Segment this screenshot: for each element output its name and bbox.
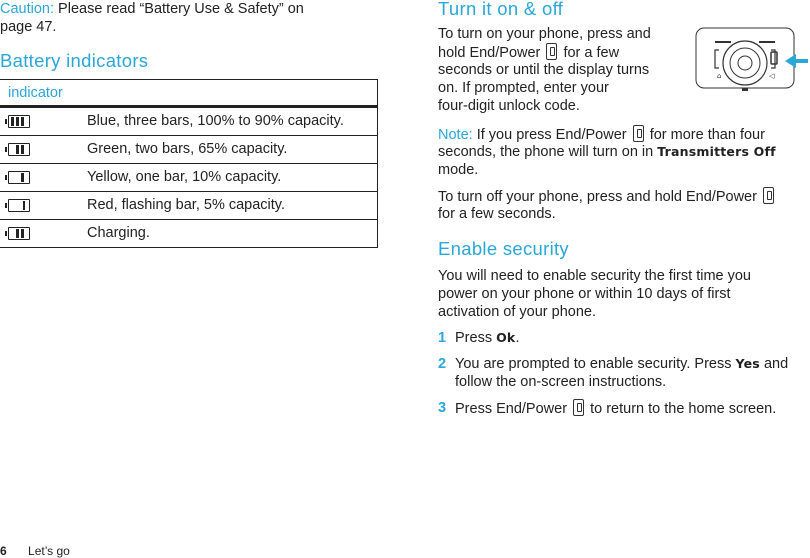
turn-off-line-1: To turn off your phone, press and hold End/Power — [438, 187, 776, 206]
battery-table — [0, 79, 378, 248]
battery-charging-icon — [8, 227, 30, 240]
row-desc: Charging. — [87, 225, 150, 241]
section-name: Let’s go — [28, 544, 70, 558]
battery-two-bars-icon — [8, 143, 30, 156]
row-desc: Red, flashing bar, 5% capacity. — [87, 197, 286, 213]
note-line-3: mode. — [438, 162, 479, 178]
turn-on-line-4: on. If prompted, enter your — [438, 80, 609, 96]
caution-text: Please read “Battery Use & Safety” on — [58, 1, 304, 17]
security-intro-1: You will need to enable security the first time you — [438, 268, 751, 284]
security-heading: Enable security — [438, 238, 569, 259]
note-label: Note: — [438, 127, 473, 143]
battery-three-bars-icon — [8, 115, 30, 128]
battery-flashing-bar-icon — [8, 199, 30, 212]
note-line-1: Note: If you press End/Power for more than four — [438, 127, 765, 143]
power-key-icon — [763, 187, 774, 204]
row-desc: Yellow, one bar, 10% capacity. — [87, 169, 282, 185]
table-header: indicator — [0, 80, 377, 107]
transmitters-off-mode: Transmitters Off — [657, 144, 776, 159]
turn-on-line-2: hold End/Power for a few — [438, 45, 620, 61]
caution-label: Caution: — [0, 1, 55, 17]
table-row — [0, 163, 377, 191]
table-row — [0, 191, 377, 219]
table-row — [0, 135, 377, 163]
row-desc: Blue, three bars, 100% to 90% capacity. — [87, 113, 344, 129]
battery-heading: Battery indicators — [0, 50, 149, 71]
battery-one-bar-icon — [8, 171, 30, 184]
svg-text:⌂: ⌂ — [717, 72, 722, 80]
caution-text-2: page 47. — [0, 19, 57, 35]
caution-note — [0, 0, 304, 18]
arrow-icon — [785, 54, 808, 68]
table-row — [0, 219, 377, 247]
security-intro-2: power on your phone or within 10 days of first — [438, 286, 731, 302]
table-row — [0, 107, 377, 135]
security-intro-3: activation of your phone. — [438, 304, 596, 320]
note-line-2: seconds, the phone will turn on in Transmitters Off — [438, 144, 776, 160]
turn-on-line-1: To turn on your phone, press and — [438, 26, 651, 42]
turn-off-line-2: for a few seconds. — [438, 206, 556, 222]
page-footer — [0, 544, 70, 558]
power-key-icon — [633, 125, 644, 142]
turn-on-line-5: four-digit unlock code. — [438, 98, 580, 114]
turn-on-line-3: seconds or until the display turns — [438, 62, 650, 78]
page-number: 6 — [0, 544, 7, 558]
ok-key: Ok — [496, 330, 516, 345]
power-key-icon — [546, 43, 557, 60]
phone-keypad-illustration — [695, 26, 810, 98]
turn-on-heading: Turn it on & off — [438, 0, 564, 19]
row-desc: Green, two bars, 65% capacity. — [87, 141, 288, 157]
power-key-icon — [573, 399, 584, 416]
yes-key: Yes — [735, 356, 760, 371]
svg-text:◁: ◁ — [769, 72, 775, 80]
